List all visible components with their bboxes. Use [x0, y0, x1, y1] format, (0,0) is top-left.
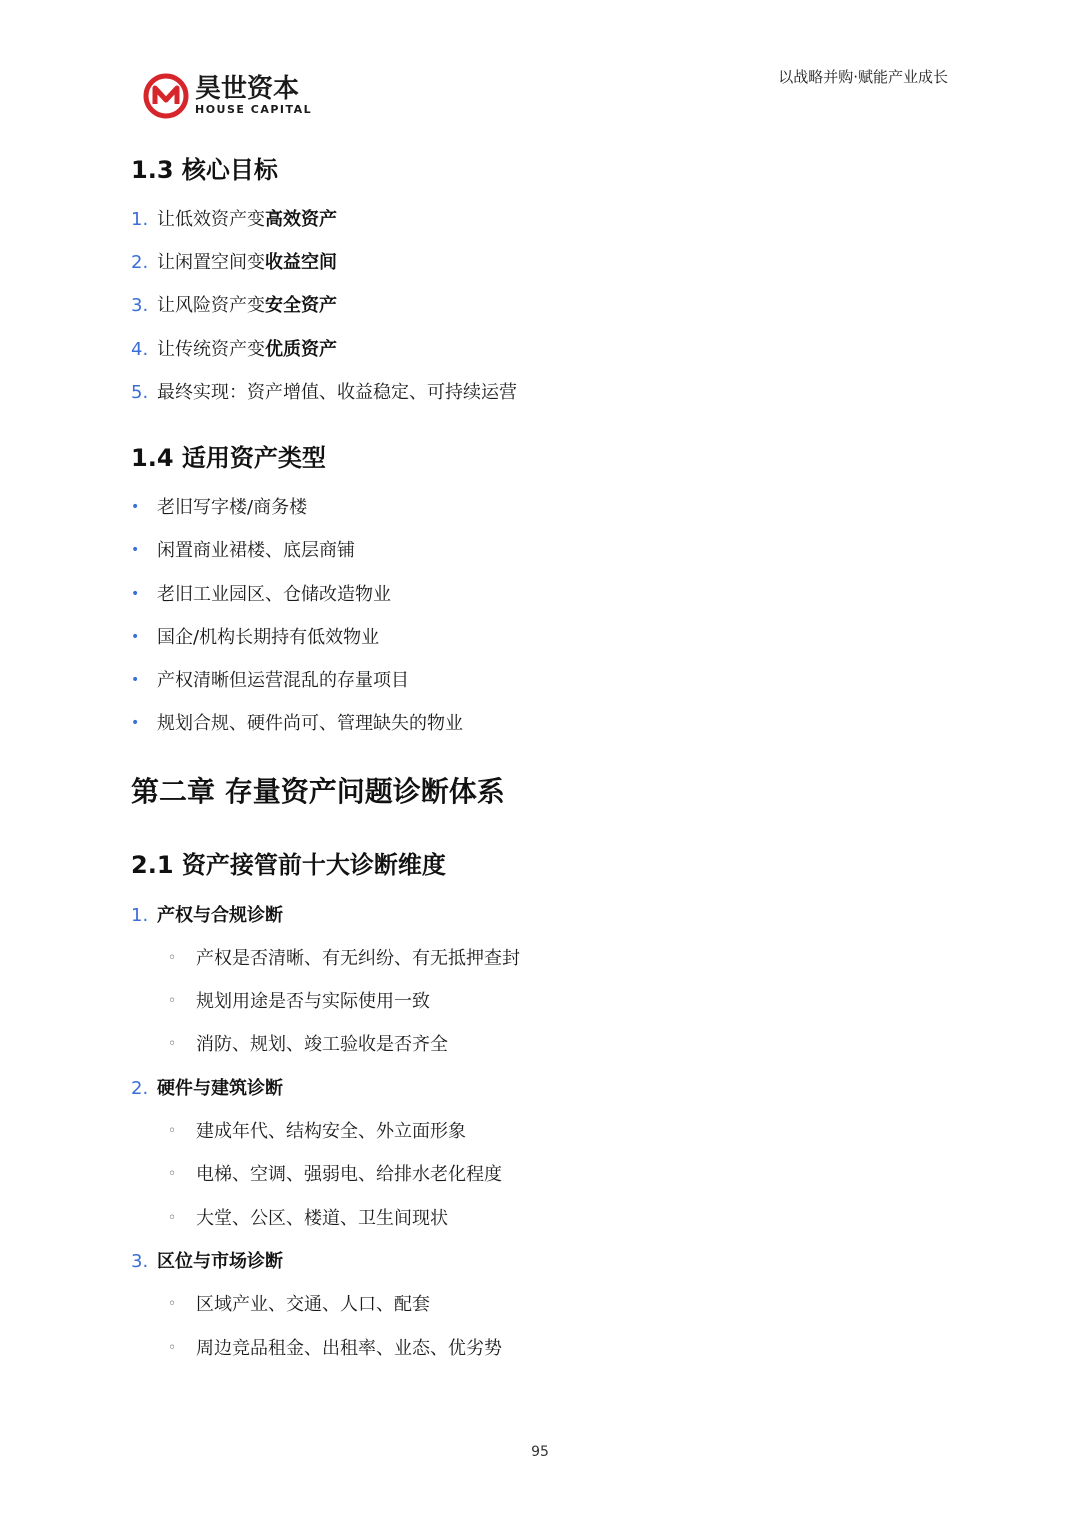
bullet-item: [131, 493, 307, 519]
bullet-icon: •: [131, 542, 140, 558]
list-item-text: 让传统资产变: [157, 339, 265, 360]
list-number: 3.: [131, 1251, 149, 1272]
bullet-icon: •: [131, 499, 140, 515]
list-item: [131, 378, 517, 404]
bullet-item-text: 产权清晰但运营混乱的存量项目: [157, 670, 409, 691]
group-label: 产权与合规诊断: [157, 905, 283, 926]
list-item: [131, 291, 337, 317]
sub-list-item: [168, 944, 520, 970]
list-number: 2.: [131, 1078, 149, 1099]
diagnosis-group-heading: [131, 1074, 283, 1100]
sub-item-text: 周边竞品租金、出租率、业态、优劣势: [196, 1338, 502, 1359]
logo-english-name: HOUSE CAPITAL: [195, 103, 313, 116]
circle-bullet-icon: ◦: [168, 1296, 177, 1312]
sub-list-item: [168, 987, 430, 1013]
bullet-icon: •: [131, 672, 140, 688]
list-number: 5.: [131, 382, 149, 403]
sub-list-item: [168, 1160, 502, 1186]
bullet-item-text: 老旧工业园区、仓储改造物业: [157, 584, 391, 605]
list-item-text: 让低效资产变: [157, 209, 265, 230]
header-slogan: 以战略并购·赋能产业成长: [778, 68, 948, 86]
bullet-icon: •: [131, 586, 140, 602]
sub-item-text: 产权是否清晰、有无纠纷、有无抵押查封: [196, 948, 520, 969]
circle-bullet-icon: ◦: [168, 1340, 177, 1356]
list-item-bold: 高效资产: [265, 209, 337, 230]
list-item-bold: 优质资产: [265, 339, 337, 360]
bullet-item-text: 老旧写字楼/商务楼: [157, 497, 308, 518]
list-item-text: 最终实现：资产增值、收益稳定、可持续运营: [157, 382, 517, 403]
bullet-item: [131, 536, 355, 562]
list-number: 3.: [131, 295, 149, 316]
bullet-item-text: 国企/机构长期持有低效物业: [157, 627, 380, 648]
bullet-icon: •: [131, 715, 140, 731]
group-label: 硬件与建筑诊断: [157, 1078, 283, 1099]
chapter-2-title: 第二章 存量资产问题诊断体系: [131, 775, 505, 808]
bullet-item-text: 规划合规、硬件尚可、管理缺失的物业: [157, 713, 463, 734]
list-number: 2.: [131, 252, 149, 273]
section-1-4-title: 1.4 适用资产类型: [131, 444, 326, 472]
house-capital-logo-icon: [143, 73, 189, 119]
bullet-item: [131, 623, 379, 649]
list-item-bold: 收益空间: [265, 252, 337, 273]
logo-chinese-name: 昊世资本: [195, 74, 300, 104]
circle-bullet-icon: ◦: [168, 1036, 177, 1052]
bullet-icon: •: [131, 629, 140, 645]
sub-item-text: 规划用途是否与实际使用一致: [196, 991, 430, 1012]
diagnosis-group-heading: [131, 901, 283, 927]
list-item: [131, 335, 337, 361]
list-item: [131, 248, 337, 274]
circle-bullet-icon: ◦: [168, 993, 177, 1009]
page-number: 95: [531, 1444, 549, 1460]
sub-item-text: 区域产业、交通、人口、配套: [196, 1294, 430, 1315]
sub-item-text: 消防、规划、竣工验收是否齐全: [196, 1034, 448, 1055]
sub-item-text: 建成年代、结构安全、外立面形象: [196, 1121, 466, 1142]
bullet-item-text: 闲置商业裙楼、底层商铺: [157, 540, 355, 561]
bullet-item: [131, 666, 409, 692]
bullet-item: [131, 709, 463, 735]
list-number: 4.: [131, 339, 149, 360]
list-item-text: 让闲置空间变: [157, 252, 265, 273]
section-2-1-title: 2.1 资产接管前十大诊断维度: [131, 851, 446, 879]
company-logo: [143, 72, 312, 120]
list-item: [131, 205, 337, 231]
sub-item-text: 大堂、公区、楼道、卫生间现状: [196, 1208, 448, 1229]
circle-bullet-icon: ◦: [168, 1210, 177, 1226]
sub-list-item: [168, 1204, 448, 1230]
sub-list-item: [168, 1117, 466, 1143]
list-number: 1.: [131, 905, 149, 926]
sub-item-text: 电梯、空调、强弱电、给排水老化程度: [196, 1164, 502, 1185]
section-1-3-title: 1.3 核心目标: [131, 156, 278, 184]
circle-bullet-icon: ◦: [168, 1166, 177, 1182]
list-item-text: 让风险资产变: [157, 295, 265, 316]
circle-bullet-icon: ◦: [168, 950, 177, 966]
circle-bullet-icon: ◦: [168, 1123, 177, 1139]
sub-list-item: [168, 1334, 502, 1360]
sub-list-item: [168, 1030, 448, 1056]
bullet-item: [131, 580, 391, 606]
list-number: 1.: [131, 209, 149, 230]
diagnosis-group-heading: [131, 1247, 283, 1273]
list-item-bold: 安全资产: [265, 295, 337, 316]
group-label: 区位与市场诊断: [157, 1251, 283, 1272]
sub-list-item: [168, 1290, 430, 1316]
